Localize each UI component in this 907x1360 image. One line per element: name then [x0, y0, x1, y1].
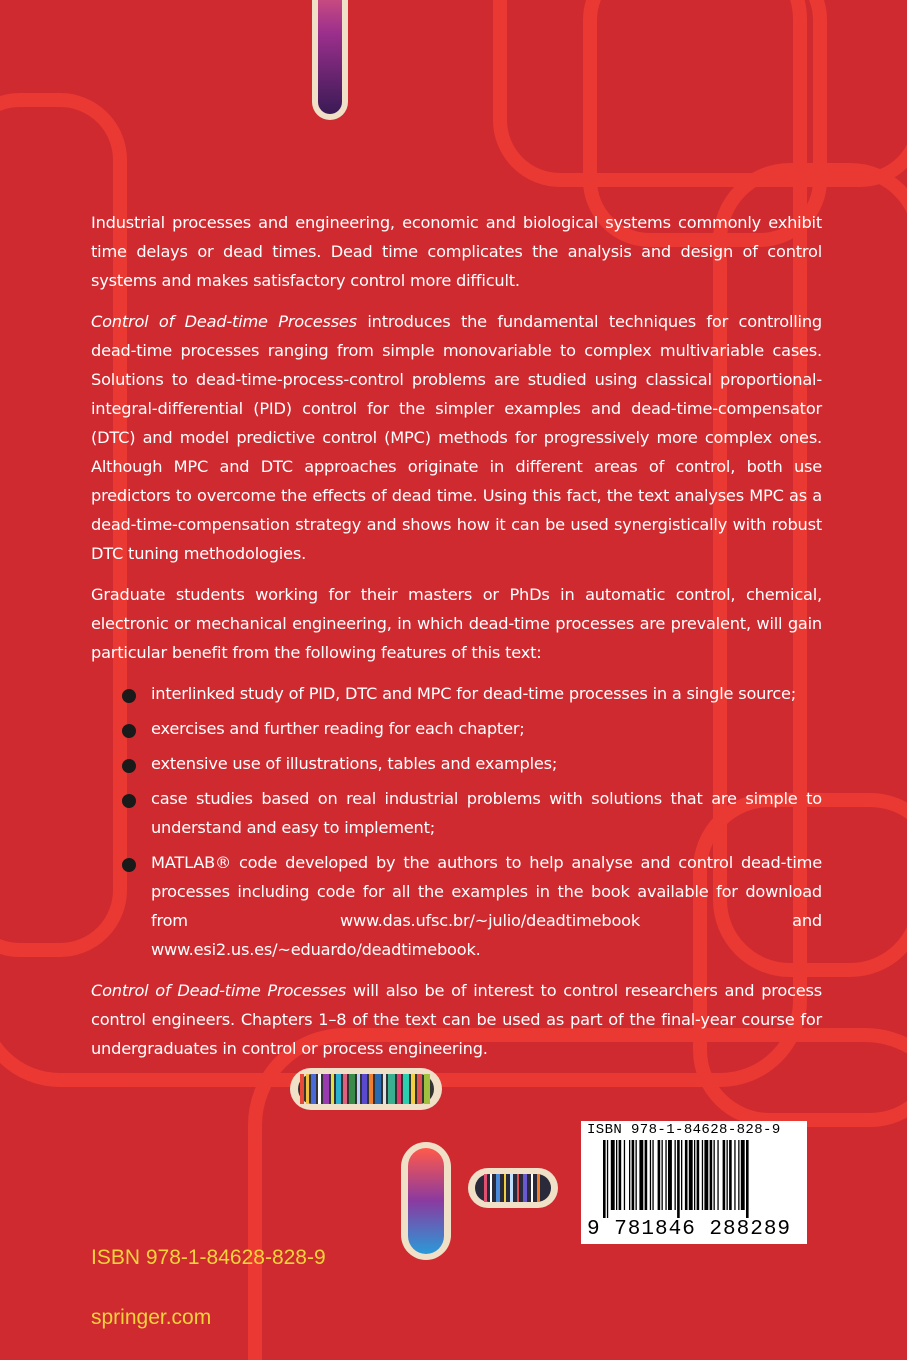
barcode-bar — [681, 1140, 682, 1210]
barcode-bar — [658, 1140, 661, 1210]
bullet-icon — [122, 689, 136, 703]
barcode-bar — [662, 1140, 663, 1210]
back-cover-description — [91, 208, 822, 1063]
bullet-icon — [122, 794, 136, 808]
barcode-bar — [704, 1140, 708, 1210]
bullet-icon — [122, 858, 136, 872]
list-item: interlinked study of PID, DTC and MPC for dead-time processes in a single source; — [151, 679, 822, 708]
barcode-bar — [675, 1140, 676, 1210]
overview-paragraph — [91, 307, 822, 568]
barcode-bar — [619, 1140, 622, 1210]
overview-text: introduces the fundamental techniques for controlling dead-time processes ranging from simple monovariable to complex multivariable cases. Solutions to dead-time-process-control problems are studied using classical proportional-integral-differential (PID) control for the simpler examples and dead-time-compensator (DTC) and model predictive control (MPC) methods for progressively more complex ones. Although MPC and DTC approaches originate in different areas of control, both use predictors to overcome the effects of dead time. Using this fact, the text analyses MPC as a dead-time-compensation strategy and shows how it can be used synergistically with robust DTC tuning methodologies. — [91, 312, 822, 563]
list-item: extensive use of illustrations, tables and examples; — [151, 749, 822, 778]
list-item: exercises and further reading for each chapter; — [151, 714, 822, 743]
list-item: MATLAB® code developed by the authors to help analyse and control dead-time processes including code for all the examples in the book available for download from www.das.ufsc.br/~julio/deadtimebook and www.esi2.us.es/~eduardo/deadtimebook. — [151, 848, 822, 964]
book-title-italic: Control of Dead-time Processes — [91, 981, 347, 1000]
pill-horizontal — [290, 1068, 442, 1110]
barcode-bar — [650, 1140, 651, 1210]
barcode-bar — [697, 1140, 700, 1210]
barcode-bar — [665, 1140, 666, 1210]
barcode-bar — [689, 1140, 693, 1210]
barcode-bar — [729, 1140, 732, 1210]
barcode-bar — [636, 1140, 637, 1210]
intro-paragraph: Industrial processes and engineering, economic and biological systems commonly exhibit time delays or dead times. Dead time complicates the analysis and design of control systems and makes satisfactory control more difficult. — [91, 213, 822, 290]
barcode-bar — [603, 1140, 606, 1218]
barcode-bar — [629, 1140, 630, 1210]
feature-list — [91, 679, 822, 964]
barcode-digits: 9 781846 288289 — [587, 1218, 792, 1241]
barcode-bar — [714, 1140, 715, 1210]
barcode-bar — [611, 1140, 615, 1210]
barcode-bar — [710, 1140, 713, 1210]
list-item: case studies based on real industrial problems with solutions that are simple to understand and easy to implement; — [151, 784, 822, 842]
audience-paragraph: Graduate students working for their masters or PhDs in automatic control, chemical, electronic or mechanical engineering, in which dead-time processes are prevalent, will gain particular benefit from the following features of this text: — [91, 585, 822, 662]
bullet-icon — [122, 724, 136, 738]
barcode-bar — [738, 1140, 739, 1210]
barcode-bar — [632, 1140, 635, 1210]
barcode-bar — [741, 1140, 745, 1210]
barcode-bar — [723, 1140, 726, 1210]
pill-small — [468, 1168, 558, 1208]
isbn-number: ISBN 978-1-84628-828-9 — [91, 1246, 326, 1269]
barcode-bar — [668, 1140, 672, 1210]
publisher-link[interactable]: springer.com — [91, 1306, 212, 1329]
book-title-italic: Control of Dead-time Processes — [91, 312, 357, 331]
closing-text: will also be of interest to control researchers and process control engineers. Chapters 1–8 of the text can be used as part of the final-year course for undergraduates in control or process engineering. — [91, 981, 822, 1058]
barcode-bar — [727, 1140, 728, 1210]
closing-paragraph — [91, 976, 822, 1063]
pill-vertical-bottom — [401, 1142, 451, 1260]
pill-top — [312, 0, 348, 120]
bullet-icon — [122, 759, 136, 773]
barcode-bars — [603, 1140, 793, 1218]
barcode-bar — [717, 1140, 718, 1210]
barcode-bar — [616, 1140, 617, 1210]
barcode-bar — [677, 1140, 680, 1218]
barcode-bar — [624, 1140, 625, 1210]
isbn-barcode — [581, 1121, 807, 1244]
barcode-bar — [746, 1140, 749, 1218]
barcode-bar — [702, 1140, 703, 1210]
barcode-bar — [734, 1140, 735, 1210]
barcode-bar — [607, 1140, 608, 1218]
barcode-bar — [639, 1140, 643, 1210]
barcode-bar — [652, 1140, 653, 1210]
barcode-bar — [645, 1140, 648, 1210]
barcode-isbn-label: ISBN 978-1-84628-828-9 — [587, 1122, 781, 1138]
barcode-bar — [694, 1140, 695, 1210]
barcode-bar — [685, 1140, 688, 1210]
